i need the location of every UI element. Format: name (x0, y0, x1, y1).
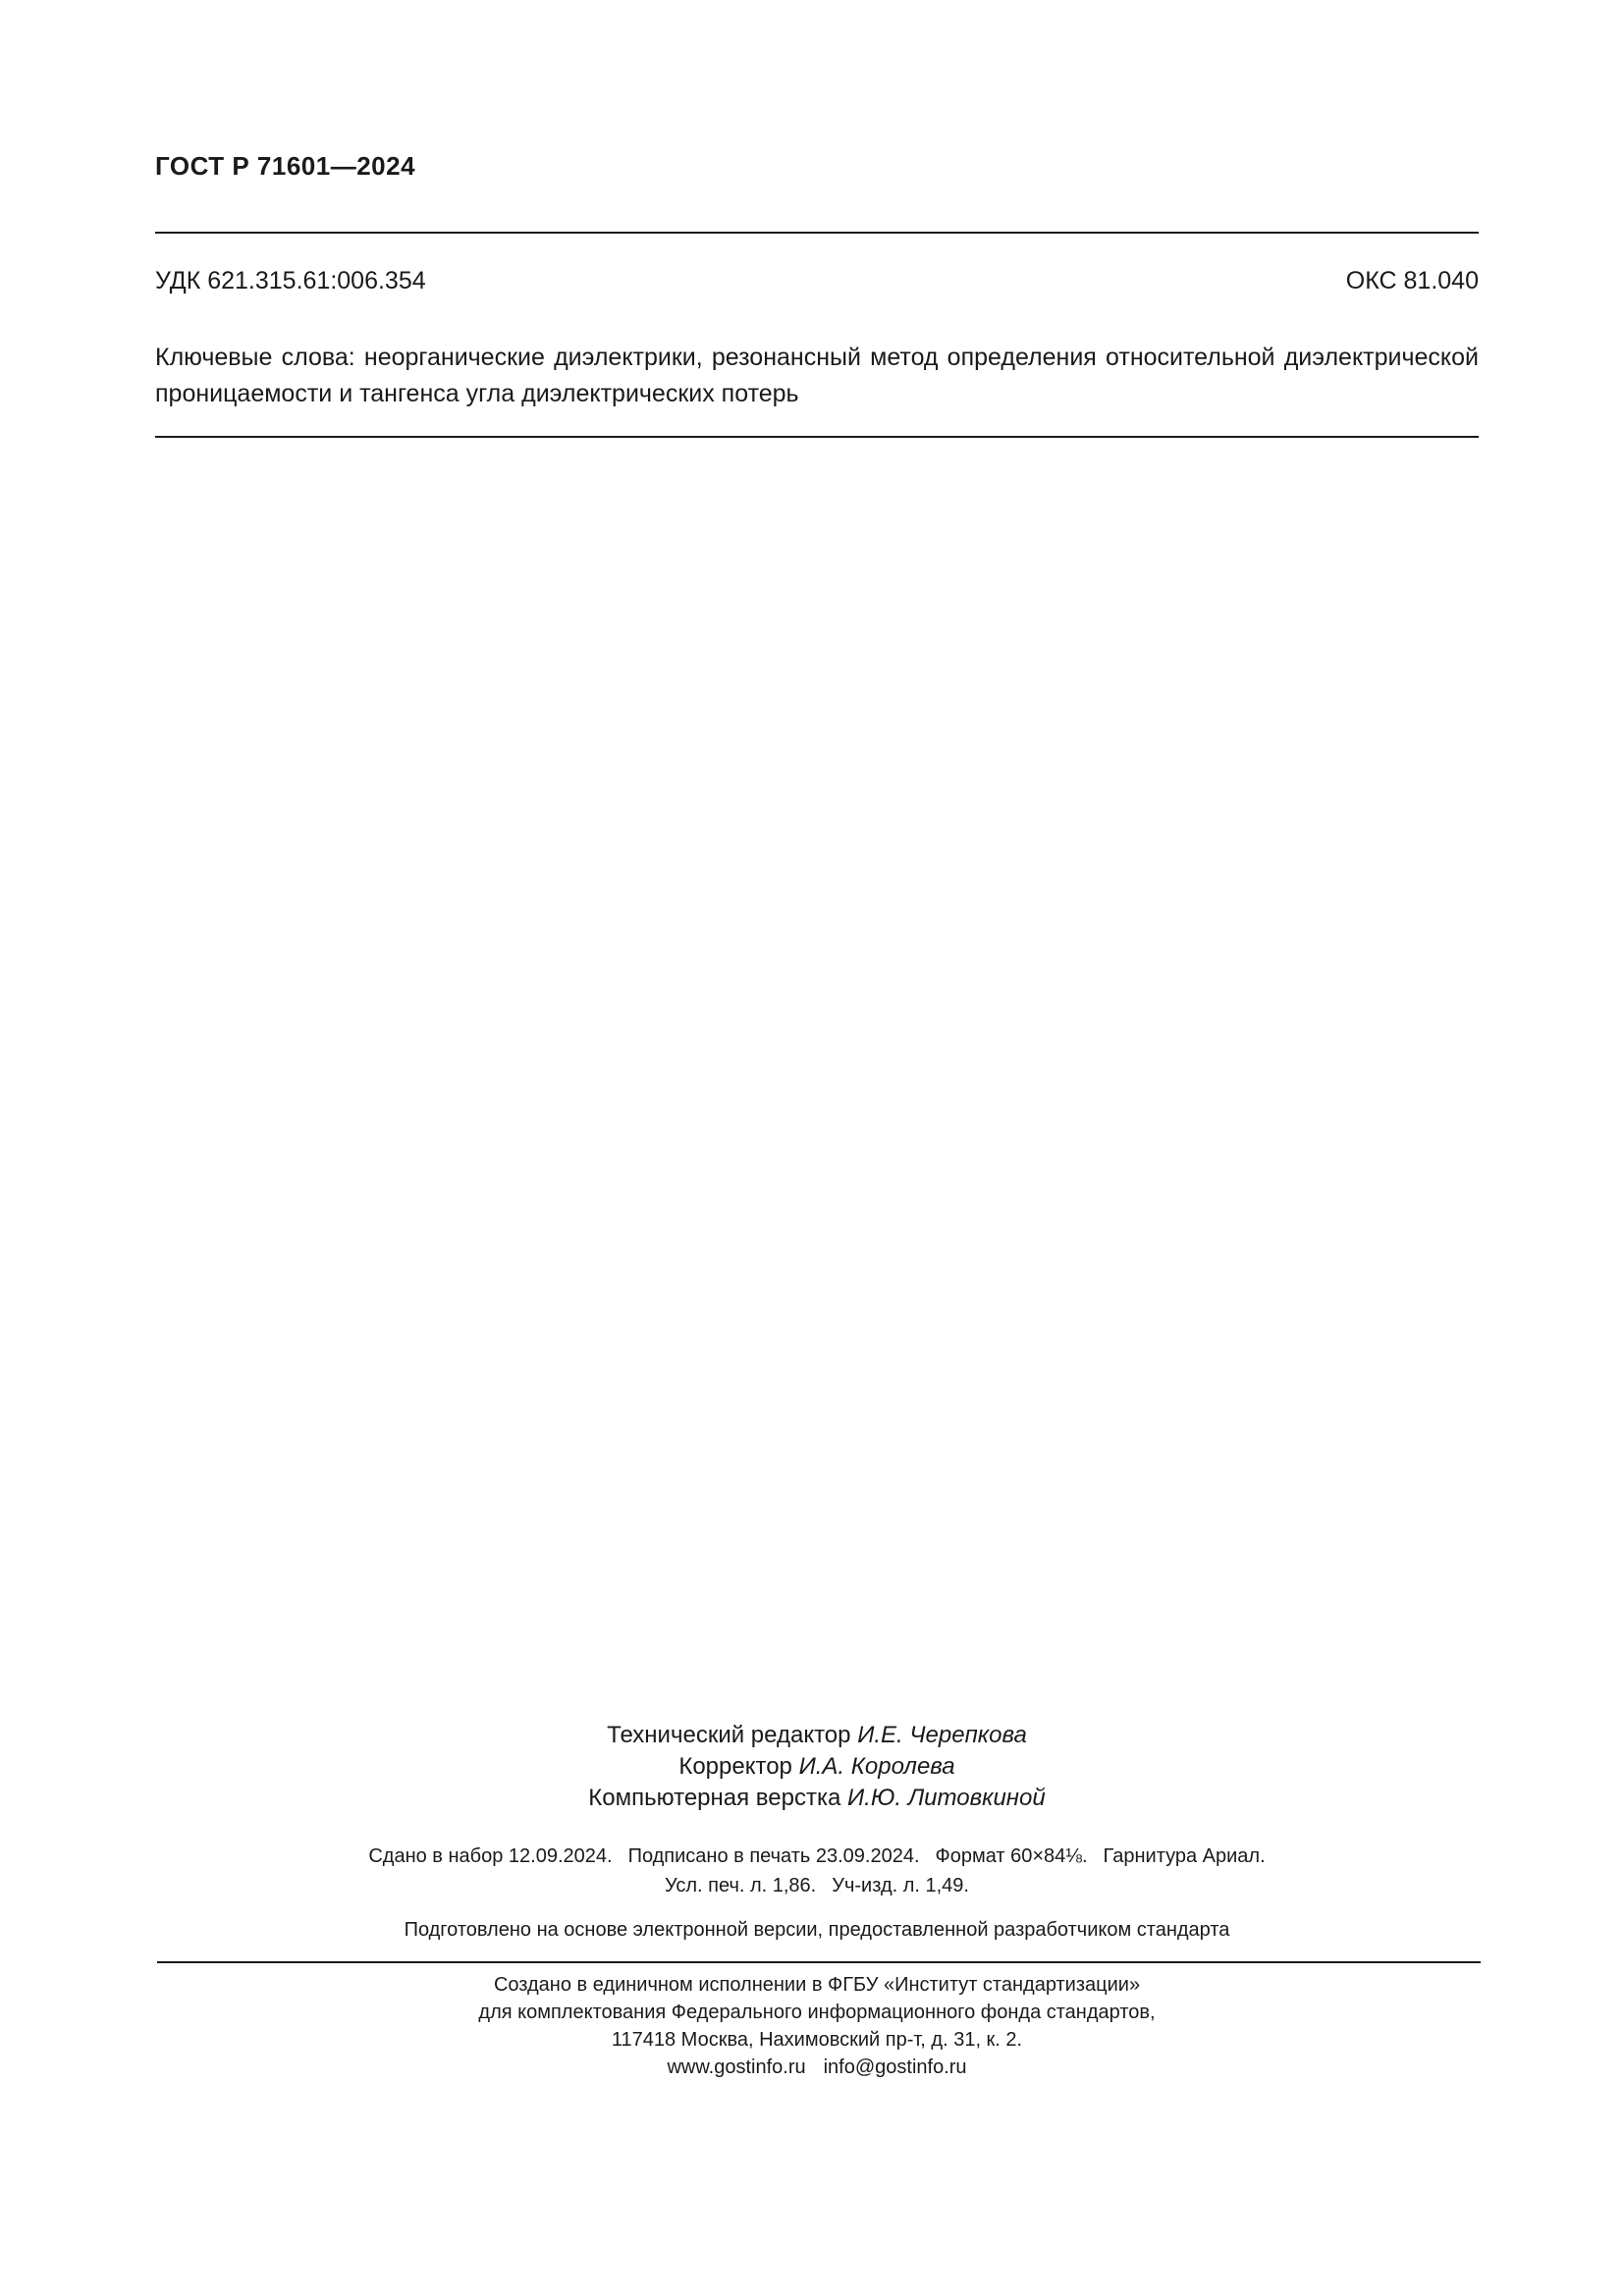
print-info-block (155, 1842, 1479, 1900)
prepared-note: Подготовлено на основе электронной версии, предоставленной разработчиком стандарта (404, 1919, 1230, 1941)
editor-line-corrector (155, 1751, 1479, 1783)
editor-name: И.А. Королева (798, 1753, 955, 1780)
print-sheets: Усл. печ. л. 1,86. (665, 1875, 817, 1896)
edit-sheets: Уч-изд. л. 1,49. (832, 1875, 969, 1896)
oks-code: ОКС 81.040 (1345, 267, 1479, 294)
submitted-date: Сдано в набор 12.09.2024. (368, 1845, 613, 1867)
bottom-divider (157, 1961, 1481, 1963)
keywords-divider (155, 436, 1479, 438)
top-divider (155, 232, 1479, 234)
publisher-line-3: 117418 Москва, Нахимовский пр-т, д. 31, к. 2. (611, 2029, 1023, 2051)
editors-block (155, 1720, 1479, 1814)
editor-name: И.Ю. Литовкиной (847, 1785, 1046, 1811)
publisher-contacts (155, 2054, 1479, 2081)
website-link[interactable]: www.gostinfo.ru (667, 2056, 806, 2078)
typeface: Гарнитура Ариал. (1103, 1845, 1266, 1867)
editor-role: Корректор (678, 1753, 792, 1780)
print-info-line-2 (155, 1871, 1479, 1900)
signed-date: Подписано в печать 23.09.2024. (627, 1845, 920, 1867)
udk-code: УДК 621.315.61:006.354 (155, 267, 426, 294)
editor-line-technical (155, 1720, 1479, 1751)
print-format: Формат 60×84⅛. (935, 1845, 1088, 1867)
publisher-line-2: для комплектования Федерального информационного фонда стандартов, (478, 2002, 1156, 2023)
publisher-block (155, 1971, 1479, 2081)
email-link[interactable]: info@gostinfo.ru (823, 2056, 967, 2078)
standard-number: ГОСТ Р 71601—2024 (155, 151, 416, 181)
print-info-line-1 (155, 1842, 1479, 1871)
editor-line-layout (155, 1783, 1479, 1814)
keywords-text: Ключевые слова: неорганические диэлектрики, резонансный метод определения относительной диэлектрической проницаемости и тангенса угла диэлектрических потерь (155, 344, 1479, 407)
editor-role: Технический редактор (607, 1722, 851, 1748)
editor-role: Компьютерная верстка (588, 1785, 841, 1811)
publisher-line-1: Создано в единичном исполнении в ФГБУ «Институт стандартизации» (493, 1974, 1141, 1996)
editor-name: И.Е. Черепкова (857, 1722, 1027, 1748)
